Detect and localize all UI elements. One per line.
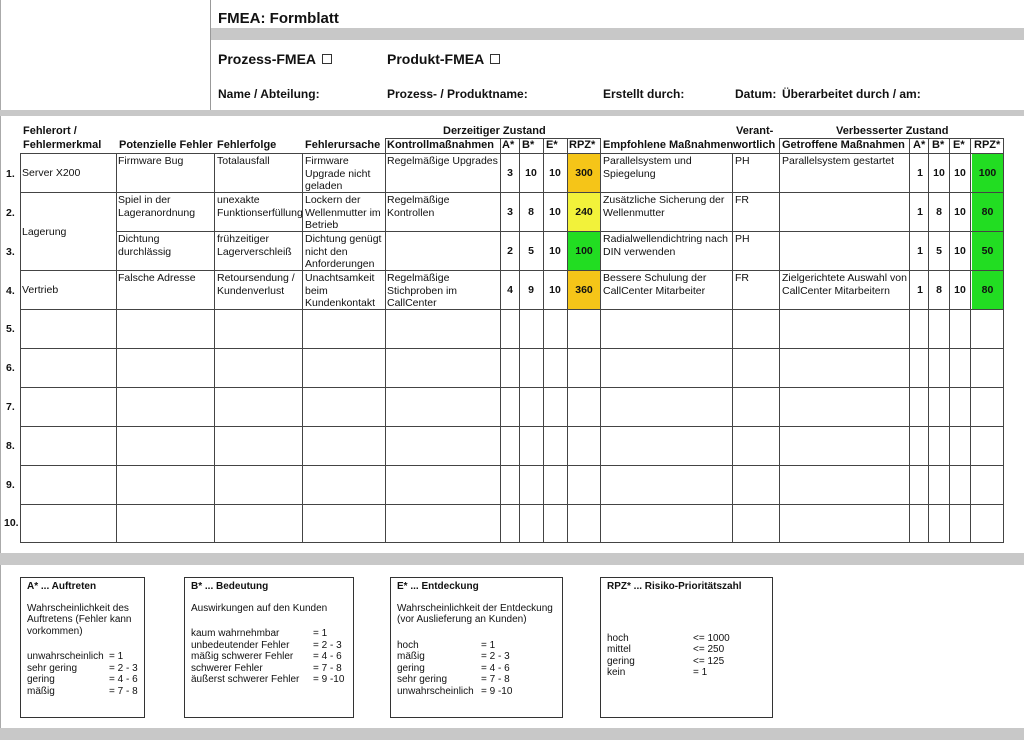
rpz2-value: 80: [981, 284, 994, 296]
legend-value: = 1: [481, 639, 496, 651]
product-fmea-label: Produkt-FMEA: [387, 51, 485, 67]
cell-responsible: PH: [735, 233, 750, 245]
rpz-cell: [568, 193, 600, 231]
legend-severity-title: B* ... Bedeutung: [191, 581, 269, 592]
process-product-name-label: Prozess- / Produktname:: [387, 87, 528, 101]
legend-value: = 1: [313, 628, 328, 639]
legend-row: [397, 640, 556, 652]
cell-e2: 10: [954, 206, 966, 218]
legend-row: [607, 644, 766, 656]
legend-key: unwahrscheinlich: [397, 685, 474, 697]
row-number: 10.: [4, 517, 19, 529]
col-cause: Fehlerursache: [305, 139, 381, 151]
legend-occurrence: [20, 577, 145, 718]
cell-taken: Zielgerichtete Auswahl von CallCenter Mitarbeitern: [782, 272, 907, 297]
legend-row: [191, 640, 347, 652]
cell-a2: 1: [917, 284, 923, 296]
cell-location: Server X200: [22, 167, 81, 179]
legend-key: schwerer Fehler: [191, 662, 263, 674]
cell-b: 9: [528, 284, 534, 296]
legend-key: unbedeutender Fehler: [191, 639, 290, 651]
rpz-value: 100: [575, 245, 593, 257]
cell-recommended: Zusätzliche Sicherung der Wellenmutter: [603, 194, 725, 219]
col-location-line2: Fehlermerkmal: [23, 139, 102, 151]
date-label: Datum:: [735, 87, 777, 101]
legend-key: gering: [607, 655, 635, 667]
legend-rpz: [600, 577, 773, 718]
legend-key: äußerst schwerer Fehler: [191, 674, 300, 685]
header-divider: [210, 0, 211, 110]
cell-b: 5: [528, 245, 534, 257]
cell-location: Vertrieb: [22, 284, 59, 296]
legend-row: [397, 663, 556, 675]
col-responsible-line2: wortlich: [733, 139, 776, 151]
legend-key: hoch: [607, 632, 629, 644]
legend-key: gering: [397, 662, 425, 674]
process-fmea-option[interactable]: [218, 51, 332, 67]
legend-value: <= 250: [693, 644, 725, 655]
legend-key: gering: [27, 674, 55, 685]
rpz-value: 300: [575, 167, 593, 179]
section-divider-bar: [0, 553, 1024, 565]
row-number: 9.: [6, 479, 15, 491]
header-bottom-bar: [0, 110, 1024, 116]
row-number: 2.: [6, 207, 15, 219]
row-number: 7.: [6, 401, 15, 413]
cell-recommended: Parallelsystem und Spiegelung: [603, 155, 692, 180]
rpz-cell: [568, 271, 600, 309]
col-b2: B*: [932, 139, 945, 151]
header-bar: [211, 28, 1024, 40]
rpz2-value: 100: [978, 167, 997, 179]
legend-value: = 7 - 8: [313, 662, 342, 674]
legend-value: = 4 - 6: [109, 674, 138, 685]
cell-a: 2: [507, 245, 513, 257]
process-fmea-label: Prozess-FMEA: [218, 51, 317, 67]
legend-detection-desc: Wahrscheinlichkeit der Entdeckung (vor Auslieferung an Kunden): [397, 602, 553, 625]
legend-row: [397, 674, 556, 686]
col-rpz: RPZ*: [569, 139, 596, 151]
cell-b2: 10: [933, 167, 945, 179]
legend-row: [191, 674, 347, 686]
rpz2-cell: [972, 193, 1003, 231]
cell-a: 3: [507, 167, 513, 179]
cell-cause: Dichtung genügt nicht den Anforderungen: [305, 233, 382, 270]
legend-row: [191, 663, 347, 675]
legend-value: = 1: [693, 667, 708, 678]
legend-value: = 2 - 3: [109, 662, 138, 674]
legend-key: kein: [607, 667, 626, 678]
rpz2-cell: [972, 232, 1003, 270]
col-e: E*: [546, 139, 558, 151]
cell-a: 4: [507, 284, 513, 296]
row-number: 8.: [6, 440, 15, 452]
cell-e: 10: [549, 167, 561, 179]
legend-occurrence-desc: Wahrscheinlichkeit des Auftretens (Fehler kann vorkommen): [27, 602, 132, 637]
product-fmea-checkbox[interactable]: [490, 54, 500, 64]
legend-row: [27, 674, 138, 686]
legend-row: [607, 667, 766, 679]
rpz-value: 240: [575, 206, 593, 218]
product-fmea-option[interactable]: [387, 51, 500, 67]
legend-key: mäßig: [397, 651, 425, 662]
legend-value: <= 125: [693, 655, 725, 667]
legend-value: = 7 - 8: [109, 685, 138, 697]
cell-potential: Dichtung durchlässig: [118, 233, 172, 258]
legend-key: mittel: [607, 644, 631, 655]
cell-responsible: FR: [735, 194, 749, 206]
cell-responsible: PH: [735, 155, 750, 167]
cell-b2: 5: [936, 245, 942, 257]
legend-value: = 9 -10: [481, 685, 513, 697]
name-dept-label: Name / Abteilung:: [218, 87, 320, 101]
legend-key: mäßig schwerer Fehler: [191, 651, 294, 662]
col-location-line1: Fehlerort /: [23, 125, 77, 137]
legend-row: [397, 686, 556, 698]
revised-by-label: Überarbeitet durch / am:: [782, 87, 921, 101]
legend-value: = 2 - 3: [481, 651, 510, 662]
legend-key: sehr gering: [27, 662, 78, 674]
cell-cause: Unachtsamkeit beim Kundenkontakt: [305, 272, 376, 309]
rpz2-value: 80: [981, 206, 994, 218]
rpz-cell: [568, 154, 600, 192]
legend-row: [607, 633, 766, 645]
rpz2-cell: [972, 271, 1003, 309]
cell-e2: 10: [954, 245, 966, 257]
row-number: 3.: [6, 246, 15, 258]
cell-e: 10: [549, 206, 561, 218]
legend-value: = 7 - 8: [481, 674, 510, 685]
cell-potential: Falsche Adresse: [118, 272, 196, 284]
rpz2-value: 50: [981, 245, 994, 257]
cell-b2: 8: [936, 206, 942, 218]
legend-severity-desc: Auswirkungen auf den Kunden: [191, 602, 328, 614]
legend-rpz-title: RPZ* ... Risiko-Prioritätszahl: [607, 581, 742, 592]
legend-value: = 4 - 6: [313, 651, 342, 662]
legend-value: <= 1000: [693, 632, 730, 644]
group-current-state: Derzeitiger Zustand: [443, 125, 546, 137]
legend-value: = 4 - 6: [481, 662, 510, 674]
cell-b2: 8: [936, 284, 942, 296]
col-recommended: Empfohlene Maßnahmen: [603, 139, 734, 151]
col-e2: E*: [953, 139, 965, 151]
cell-cause: Lockern der Wellenmutter im Betrieb: [305, 194, 381, 231]
cell-controls: Regelmäßige Kontrollen: [387, 194, 450, 219]
process-fmea-checkbox[interactable]: [322, 54, 332, 64]
legend-row: [191, 651, 347, 663]
legend-key: unwahrscheinlich: [27, 651, 104, 662]
col-b: B*: [522, 139, 535, 151]
legend-key: mäßig: [27, 685, 55, 697]
cell-recommended: Bessere Schulung der CallCenter Mitarbeiter: [603, 272, 707, 297]
col-rpz2: RPZ*: [974, 139, 1001, 151]
cell-a2: 1: [917, 206, 923, 218]
row-number: 4.: [6, 285, 15, 297]
form-title: FMEA: Formblatt: [218, 10, 339, 27]
legend-occurrence-title: A* ... Auftreten: [27, 581, 97, 592]
legend-row: [607, 656, 766, 668]
cell-consequence: frühzeitiger Lagerverschleiß: [217, 233, 292, 258]
cell-responsible: FR: [735, 272, 749, 284]
cell-b: 10: [525, 167, 537, 179]
legend-row: [191, 628, 347, 640]
rpz-value: 360: [575, 284, 593, 296]
legend-value: = 9 -10: [313, 674, 345, 685]
rpz-cell: [568, 232, 600, 270]
col-a2: A*: [913, 139, 926, 151]
legend-key: sehr gering: [397, 674, 448, 685]
legend-detection-title: E* ... Entdeckung: [397, 581, 479, 592]
legend-value: = 1: [109, 651, 124, 662]
cell-b: 8: [528, 206, 534, 218]
legend-row: [27, 663, 138, 675]
row-number: 1.: [6, 168, 15, 180]
cell-cause: Firmware Upgrade nicht geladen: [305, 155, 371, 192]
rpz2-cell: [972, 154, 1003, 192]
col-controls: Kontrollmaßnahmen: [387, 139, 494, 151]
col-responsible-line1: Verant-: [736, 125, 774, 137]
cell-taken: Parallelsystem gestartet: [782, 155, 895, 167]
row-number: 5.: [6, 323, 15, 335]
cell-consequence: Retoursendung / Kundenverlust: [217, 272, 295, 297]
col-consequence: Fehlerfolge: [217, 139, 277, 151]
col-taken: Getroffene Maßnahmen: [782, 139, 905, 151]
cell-e: 10: [549, 284, 561, 296]
cell-a: 3: [507, 206, 513, 218]
legend-row: [397, 651, 556, 663]
legend-detection: [390, 577, 563, 718]
cell-e: 10: [549, 245, 561, 257]
cell-potential: Firmware Bug: [118, 155, 184, 167]
cell-consequence: Totalausfall: [217, 155, 270, 167]
cell-controls: Regelmäßige Upgrades: [387, 155, 498, 167]
cell-consequence: unexakte Funktionserfüllung: [217, 194, 303, 219]
group-improved-state: Verbesserter Zustand: [836, 125, 949, 137]
col-potential-failure: Potenzielle Fehler: [119, 139, 213, 151]
cell-controls: Regelmäßige Stichproben im CallCenter: [387, 272, 458, 309]
cell-e2: 10: [954, 167, 966, 179]
col-a: A*: [502, 139, 515, 151]
legend-value: = 2 - 3: [313, 639, 342, 651]
cell-a2: 1: [917, 167, 923, 179]
cell-recommended: Radialwellendichtring nach DIN verwenden: [603, 233, 728, 258]
created-by-label: Erstellt durch:: [603, 87, 685, 101]
cell-a2: 1: [917, 245, 923, 257]
footer-bar: [0, 728, 1024, 740]
legend-key: hoch: [397, 639, 419, 651]
legend-severity: [184, 577, 354, 718]
cell-location: Lagerung: [22, 226, 67, 238]
cell-e2: 10: [954, 284, 966, 296]
legend-key: kaum wahrnehmbar: [191, 628, 280, 639]
cell-potential: Spiel in der Lageranordnung: [118, 194, 196, 219]
legend-row: [27, 651, 138, 663]
row-number: 6.: [6, 362, 15, 374]
legend-row: [27, 686, 138, 698]
